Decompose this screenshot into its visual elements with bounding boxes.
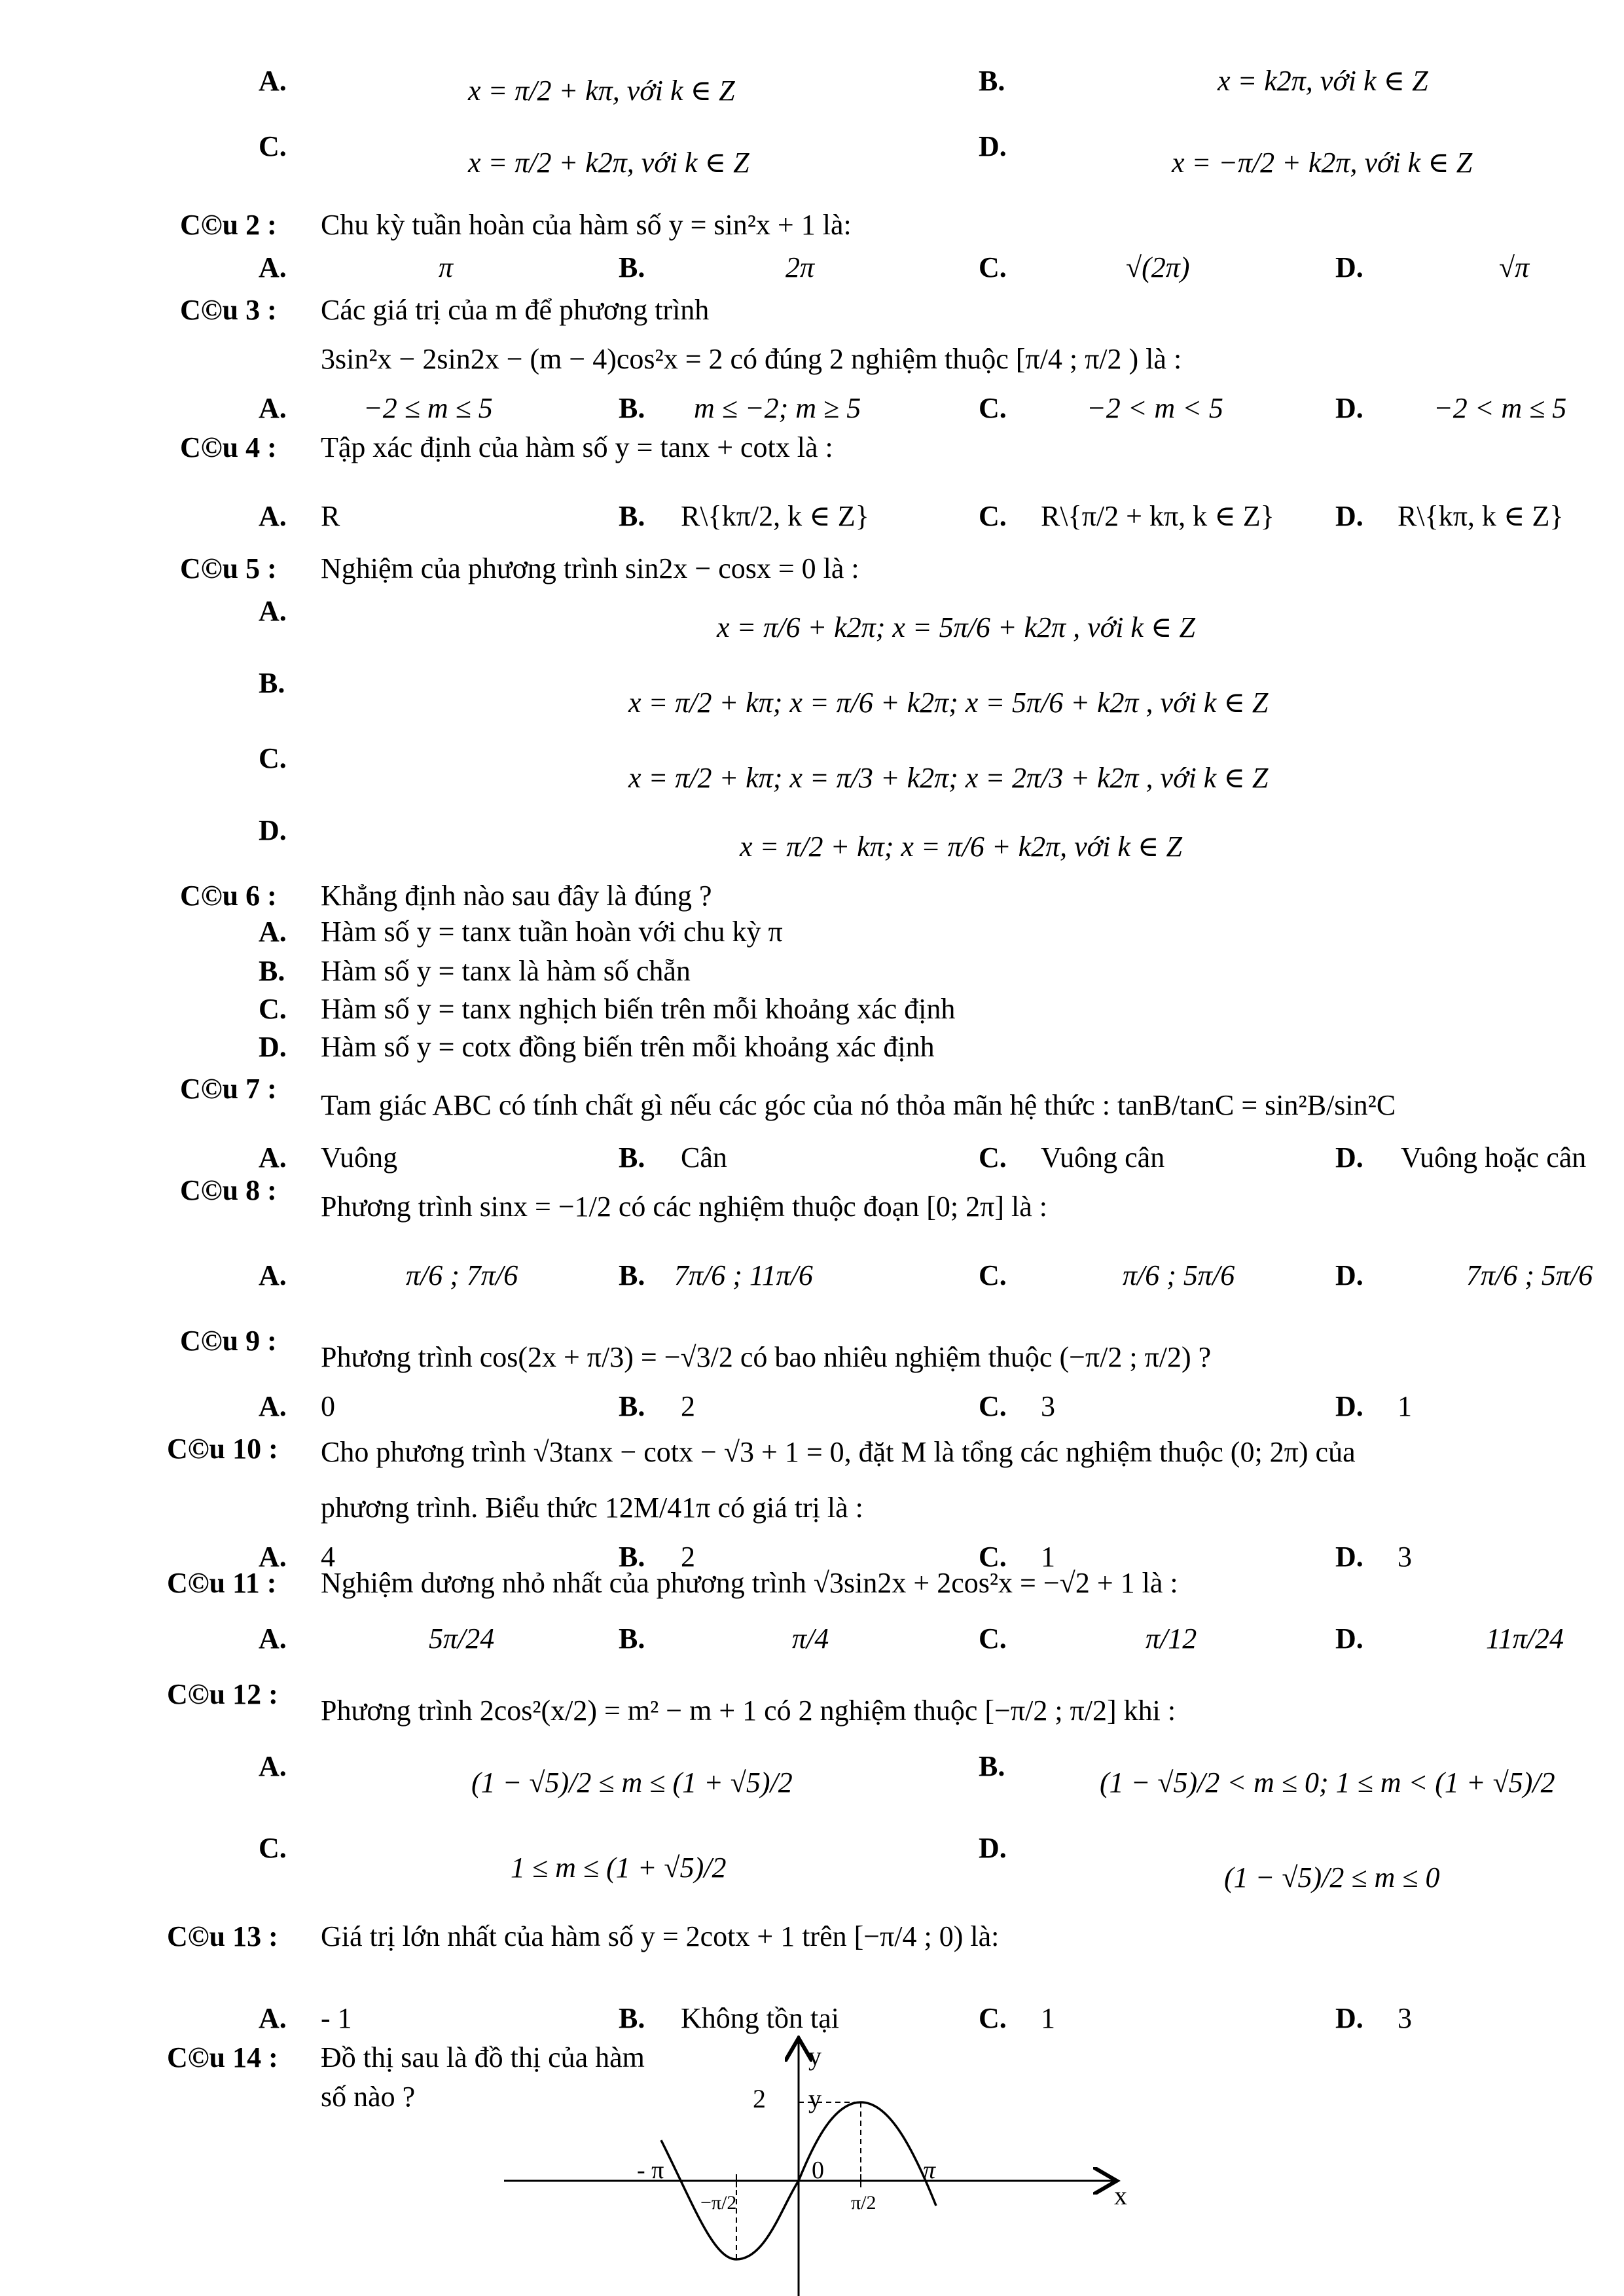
q7-option-b-text: Cân [681,1141,727,1174]
q2-option-d-label: D. [1335,251,1363,283]
q6-option-d-text: Hàm số y = cotx đồng biến trên mỗi khoảng xác định [321,1031,935,1063]
q9-option-b-label: B. [619,1390,645,1422]
q3-stem-line1: Các giá trị của m để phương trình [321,294,710,326]
q9-option-b-text: 2 [681,1390,695,1422]
q3-option-c-text: −2 < m < 5 [1087,392,1223,424]
q4-option-b-label: B. [619,500,645,532]
q13-option-d-label: D. [1335,2002,1363,2034]
q3-option-b-text: m ≤ −2; m ≥ 5 [694,392,861,424]
q3-option-b-label: B. [619,392,645,424]
q12-option-c-label: C. [259,1832,287,1864]
q7-option-d-label: D. [1335,1141,1363,1174]
q10-number: C©u 10 : [167,1433,278,1465]
q14-number: C©u 14 : [167,2041,278,2073]
q5-option-b-label: B. [259,667,285,699]
q12-option-b-text: (1 − √5)/2 < m ≤ 0; 1 ≤ m < (1 + √5)/2 [1100,1767,1555,1799]
q13-number: C©u 13 : [167,1920,278,1952]
q3-option-d-label: D. [1335,392,1363,424]
tick-label-half-pi: π/2 [851,2192,876,2214]
q6-option-b-label: B. [259,955,285,987]
q12-option-d-text: (1 − √5)/2 ≤ m ≤ 0 [1224,1861,1440,1893]
q10-option-b-text: 2 [681,1541,695,1573]
q10-option-c-text: 1 [1041,1541,1055,1573]
q8-option-d-text: 7π/6 ; 5π/6 [1466,1259,1593,1291]
q5-option-d-text: x = π/2 + kπ; x = π/6 + k2π, với k ∈ Z [740,831,1182,863]
q5-option-a-label: A. [259,595,287,627]
tick-label-neg-half-pi: −π/2 [700,2192,737,2214]
q11-option-d-text: 11π/24 [1486,1623,1564,1655]
q5-option-c-text: x = π/2 + kπ; x = π/3 + k2π; x = 2π/3 + k2π , với k ∈ Z [628,762,1269,794]
q12-option-a-text: (1 − √5)/2 ≤ m ≤ (1 + √5)/2 [471,1767,793,1799]
q12-option-d-label: D. [979,1832,1007,1864]
q12-stem: Phương trình 2cos²(x/2) = m² − m + 1 có 2 nghiệm thuộc [−π/2 ; π/2] khi : [321,1695,1176,1727]
q6-stem: Khẳng định nào sau đây là đúng ? [321,880,712,912]
q5-option-c-label: C. [259,742,287,774]
q12-option-b-label: B. [979,1750,1005,1782]
q8-option-b-text: 7π/6 ; 11π/6 [674,1259,813,1291]
q8-stem: Phương trình sinx = −1/2 có các nghiệm thuộc đoạn [0; 2π] là : [321,1191,1047,1223]
q8-option-d-label: D. [1335,1259,1363,1291]
q11-option-a-text: 5π/24 [429,1623,495,1655]
q11-option-b-text: π/4 [792,1623,829,1655]
q10-stem-line2: phương trình. Biểu thức 12M/41π có giá trị là : [321,1492,863,1524]
q2-number: C©u 2 : [180,209,277,241]
q1-option-d-label: D. [979,130,1007,162]
q11-option-c-label: C. [979,1623,1007,1655]
q1-option-d-text: x = −π/2 + k2π, với k ∈ Z [1172,147,1473,179]
q4-stem: Tập xác định của hàm số y = tanx + cotx là : [321,431,833,463]
q9-stem: Phương trình cos(2x + π/3) = −√3/2 có bao nhiêu nghiệm thuộc (−π/2 ; π/2) ? [321,1341,1212,1373]
q10-option-d-text: 3 [1398,1541,1412,1573]
q1-option-b-text: x = k2π, với k ∈ Z [1218,65,1428,97]
tick-label-neg-pi: - π [637,2157,664,2184]
q7-option-c-text: Vuông cân [1041,1141,1165,1174]
q4-number: C©u 4 : [180,431,277,463]
y-axis-label: y [808,2041,821,2071]
q10-option-a-label: A. [259,1541,287,1573]
q13-option-d-text: 3 [1398,2002,1412,2034]
q9-option-c-label: C. [979,1390,1007,1422]
q6-number: C©u 6 : [180,880,277,912]
q9-option-a-text: 0 [321,1390,335,1422]
q1-option-c-text: x = π/2 + k2π, với k ∈ Z [468,147,749,179]
x-axis-label: x [1114,2181,1127,2210]
q2-option-b-label: B. [619,251,645,283]
curve-label: y [808,2084,821,2113]
q1-option-a-label: A. [259,65,287,97]
q11-stem: Nghiệm dương nhỏ nhất của phương trình √3sin2x + 2cos²x = −√2 + 1 là : [321,1567,1178,1599]
q10-option-d-label: D. [1335,1541,1363,1573]
q2-option-a-text: π [439,251,454,283]
q3-option-c-label: C. [979,392,1007,424]
q10-stem-line1: Cho phương trình √3tanx − cotx − √3 + 1 = 0, đặt M là tổng các nghiệm thuộc (0; 2π) của [321,1436,1356,1468]
q5-number: C©u 5 : [180,552,277,584]
q8-option-a-label: A. [259,1259,287,1291]
q14-stem-line1: Đồ thị sau là đồ thị của hàm [321,2041,645,2073]
q1-option-b-label: B. [979,65,1005,97]
q11-option-b-label: B. [619,1623,645,1655]
q9-option-c-text: 3 [1041,1390,1055,1422]
tick-label-origin: 0 [812,2157,824,2184]
q5-stem: Nghiệm của phương trình sin2x − cosx = 0 là : [321,552,859,584]
q1-option-a-text: x = π/2 + kπ, với k ∈ Z [468,75,735,107]
q9-number: C©u 9 : [180,1325,277,1357]
q2-option-d-text: √π [1499,251,1530,283]
y-max-label: 2 [753,2084,766,2113]
q7-option-a-label: A. [259,1141,287,1174]
q3-option-a-label: A. [259,392,287,424]
q10-option-c-label: C. [979,1541,1007,1573]
q1-option-c-label: C. [259,130,287,162]
q8-option-b-label: B. [619,1259,645,1291]
q13-option-a-label: A. [259,2002,287,2034]
q6-option-c-label: C. [259,993,287,1025]
q11-option-d-label: D. [1335,1623,1363,1655]
q13-option-c-label: C. [979,2002,1007,2034]
q4-option-b-text: R\{kπ/2, k ∈ Z} [681,500,869,532]
q8-option-c-text: π/6 ; 5π/6 [1123,1259,1235,1291]
q12-option-c-text: 1 ≤ m ≤ (1 + √5)/2 [511,1852,727,1884]
q4-option-d-label: D. [1335,500,1363,532]
q7-option-d-text: Vuông hoặc cân [1401,1141,1587,1174]
q5-option-a-text: x = π/6 + k2π; x = 5π/6 + k2π , với k ∈ Z [717,611,1195,643]
q7-option-a-text: Vuông [321,1141,398,1174]
q7-option-b-label: B. [619,1141,645,1174]
q8-option-c-label: C. [979,1259,1007,1291]
q10-option-b-label: B. [619,1541,645,1573]
q13-option-b-text: Không tồn tại [681,2002,839,2034]
tick-label-pi: π [923,2157,936,2184]
q3-number: C©u 3 : [180,294,277,326]
q3-option-a-text: −2 ≤ m ≤ 5 [363,392,493,424]
q2-option-b-text: 2π [785,251,815,283]
q2-option-c-label: C. [979,251,1007,283]
q8-option-a-text: π/6 ; 7π/6 [406,1259,518,1291]
q6-option-a-text: Hàm số y = tanx tuần hoàn với chu kỳ π [321,916,783,948]
q3-option-d-text: −2 < m ≤ 5 [1434,392,1567,424]
q9-option-a-label: A. [259,1390,287,1422]
q6-option-c-text: Hàm số y = tanx nghịch biến trên mỗi khoảng xác định [321,993,956,1025]
q9-option-d-text: 1 [1398,1390,1412,1422]
q13-stem: Giá trị lớn nhất của hàm số y = 2cotx + 1 trên [−π/4 ; 0) là: [321,1920,1000,1952]
q2-option-c-text: √(2π) [1126,251,1190,283]
q3-stem-line2: 3sin²x − 2sin2x − (m − 4)cos²x = 2 có đúng 2 nghiệm thuộc [π/4 ; π/2 ) là : [321,343,1182,375]
q11-option-c-text: π/12 [1146,1623,1197,1655]
q4-option-d-text: R\{kπ, k ∈ Z} [1398,500,1564,532]
q14-stem-line2: số nào ? [321,2081,416,2113]
q11-option-a-label: A. [259,1623,287,1655]
q10-option-a-text: 4 [321,1541,335,1573]
q9-option-d-label: D. [1335,1390,1363,1422]
q4-option-c-label: C. [979,500,1007,532]
q8-number: C©u 8 : [180,1174,277,1206]
q5-option-d-label: D. [259,814,287,846]
q7-stem: Tam giác ABC có tính chất gì nếu các góc của nó thỏa mãn hệ thức : tanB/tanC = sin²B/sin²C [321,1089,1396,1121]
q2-stem: Chu kỳ tuần hoàn của hàm số y = sin²x + 1 là: [321,209,852,241]
q14-graph [484,2036,1152,2296]
q13-option-b-label: B. [619,2002,645,2034]
q2-option-a-label: A. [259,251,287,283]
q4-option-c-text: R\{π/2 + kπ, k ∈ Z} [1041,500,1274,532]
q7-option-c-label: C. [979,1141,1007,1174]
q4-option-a-text: R [321,500,340,532]
q6-option-d-label: D. [259,1031,287,1063]
q12-number: C©u 12 : [167,1678,278,1710]
q13-option-c-text: 1 [1041,2002,1055,2034]
q13-option-a-text: - 1 [321,2002,352,2034]
q6-option-b-text: Hàm số y = tanx là hàm số chẵn [321,955,691,987]
q5-option-b-text: x = π/2 + kπ; x = π/6 + k2π; x = 5π/6 + k2π , với k ∈ Z [628,687,1269,719]
q11-number: C©u 11 : [167,1567,277,1599]
q12-option-a-label: A. [259,1750,287,1782]
q4-option-a-label: A. [259,500,287,532]
q6-option-a-label: A. [259,916,287,948]
q7-number: C©u 7 : [180,1073,277,1105]
